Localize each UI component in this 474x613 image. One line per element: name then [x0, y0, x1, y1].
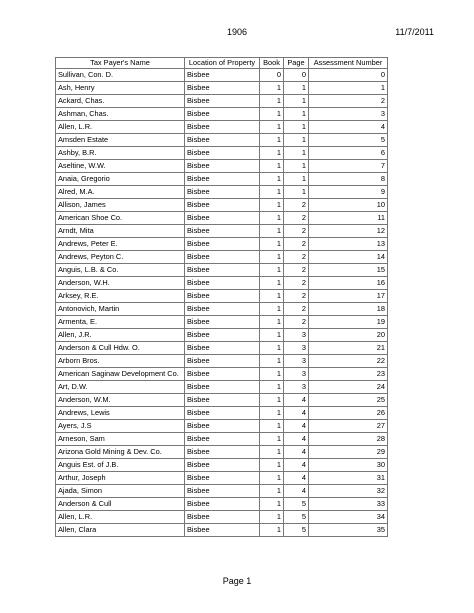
cell-taxpayer-name: Allen, L.R. — [56, 121, 185, 134]
cell-assessment-number: 12 — [309, 225, 388, 238]
table-row — [56, 316, 388, 329]
cell-assessment-number: 22 — [309, 355, 388, 368]
cell-assessment-number: 6 — [309, 147, 388, 160]
cell-page: 1 — [284, 186, 309, 199]
cell-book: 1 — [260, 381, 284, 394]
cell-page: 4 — [284, 472, 309, 485]
cell-page: 1 — [284, 147, 309, 160]
cell-assessment-number: 35 — [309, 524, 388, 537]
table-row — [56, 485, 388, 498]
table-row — [56, 381, 388, 394]
cell-location: Bisbee — [185, 186, 260, 199]
cell-assessment-number: 13 — [309, 238, 388, 251]
cell-taxpayer-name: Anderson & Cull Hdw. O. — [56, 342, 185, 355]
cell-book: 1 — [260, 212, 284, 225]
cell-assessment-number: 18 — [309, 303, 388, 316]
cell-assessment-number: 20 — [309, 329, 388, 342]
cell-page: 1 — [284, 121, 309, 134]
table-row — [56, 524, 388, 537]
cell-assessment-number: 0 — [309, 69, 388, 82]
cell-taxpayer-name: Sullivan, Con. D. — [56, 69, 185, 82]
table-row — [56, 472, 388, 485]
cell-location: Bisbee — [185, 355, 260, 368]
cell-assessment-number: 29 — [309, 446, 388, 459]
cell-book: 1 — [260, 121, 284, 134]
table-header-row — [56, 58, 388, 69]
cell-assessment-number: 7 — [309, 160, 388, 173]
cell-taxpayer-name: Anderson & Cull — [56, 498, 185, 511]
cell-taxpayer-name: Arthur, Joseph — [56, 472, 185, 485]
cell-taxpayer-name: Andrews, Lewis — [56, 407, 185, 420]
cell-page: 2 — [284, 290, 309, 303]
cell-book: 1 — [260, 251, 284, 264]
cell-assessment-number: 9 — [309, 186, 388, 199]
cell-page: 2 — [284, 225, 309, 238]
table-row — [56, 186, 388, 199]
cell-book: 1 — [260, 225, 284, 238]
table-row — [56, 277, 388, 290]
cell-page: 4 — [284, 485, 309, 498]
cell-book: 1 — [260, 186, 284, 199]
cell-book: 1 — [260, 342, 284, 355]
cell-book: 1 — [260, 459, 284, 472]
tax-roll-table — [55, 57, 388, 537]
page-header-date: 11/7/2011 — [395, 27, 434, 37]
cell-page: 4 — [284, 433, 309, 446]
cell-location: Bisbee — [185, 303, 260, 316]
cell-location: Bisbee — [185, 368, 260, 381]
cell-location: Bisbee — [185, 511, 260, 524]
cell-taxpayer-name: American Shoe Co. — [56, 212, 185, 225]
cell-book: 1 — [260, 420, 284, 433]
cell-book: 1 — [260, 108, 284, 121]
cell-location: Bisbee — [185, 420, 260, 433]
table-body — [56, 69, 388, 537]
cell-assessment-number: 30 — [309, 459, 388, 472]
table-row — [56, 121, 388, 134]
cell-book: 1 — [260, 238, 284, 251]
cell-location: Bisbee — [185, 82, 260, 95]
table-row — [56, 368, 388, 381]
cell-taxpayer-name: Arizona Gold Mining & Dev. Co. — [56, 446, 185, 459]
cell-taxpayer-name: Art, D.W. — [56, 381, 185, 394]
cell-assessment-number: 32 — [309, 485, 388, 498]
cell-assessment-number: 27 — [309, 420, 388, 433]
cell-book: 1 — [260, 511, 284, 524]
cell-page: 4 — [284, 446, 309, 459]
table-row — [56, 147, 388, 160]
cell-book: 1 — [260, 394, 284, 407]
cell-location: Bisbee — [185, 147, 260, 160]
cell-assessment-number: 2 — [309, 95, 388, 108]
cell-assessment-number: 33 — [309, 498, 388, 511]
cell-book: 1 — [260, 134, 284, 147]
cell-book: 1 — [260, 316, 284, 329]
cell-assessment-number: 25 — [309, 394, 388, 407]
cell-book: 1 — [260, 368, 284, 381]
cell-taxpayer-name: Anguis Est. of J.B. — [56, 459, 185, 472]
cell-location: Bisbee — [185, 238, 260, 251]
cell-taxpayer-name: Arndt, Mita — [56, 225, 185, 238]
cell-page: 3 — [284, 342, 309, 355]
cell-assessment-number: 5 — [309, 134, 388, 147]
table-row — [56, 394, 388, 407]
column-header-book: Book — [260, 58, 284, 69]
cell-assessment-number: 28 — [309, 433, 388, 446]
page-header-title: 1906 — [226, 27, 248, 37]
cell-taxpayer-name: Allen, Clara — [56, 524, 185, 537]
cell-book: 1 — [260, 173, 284, 186]
cell-taxpayer-name: Arksey, R.E. — [56, 290, 185, 303]
cell-page: 2 — [284, 199, 309, 212]
table-row — [56, 303, 388, 316]
cell-assessment-number: 34 — [309, 511, 388, 524]
cell-location: Bisbee — [185, 485, 260, 498]
cell-book: 1 — [260, 433, 284, 446]
cell-page: 2 — [284, 238, 309, 251]
cell-book: 1 — [260, 199, 284, 212]
cell-page: 3 — [284, 355, 309, 368]
cell-page: 2 — [284, 212, 309, 225]
column-header-location: Location of Property — [185, 58, 260, 69]
cell-book: 1 — [260, 498, 284, 511]
column-header-assessment-number: Assessment Number — [309, 58, 388, 69]
cell-taxpayer-name: Alred, M.A. — [56, 186, 185, 199]
cell-assessment-number: 15 — [309, 264, 388, 277]
table-row — [56, 108, 388, 121]
cell-book: 1 — [260, 355, 284, 368]
table-row — [56, 212, 388, 225]
cell-assessment-number: 8 — [309, 173, 388, 186]
cell-assessment-number: 31 — [309, 472, 388, 485]
table-row — [56, 238, 388, 251]
cell-page: 1 — [284, 160, 309, 173]
cell-book: 1 — [260, 160, 284, 173]
table-row — [56, 82, 388, 95]
cell-page: 5 — [284, 511, 309, 524]
cell-book: 1 — [260, 407, 284, 420]
table-row — [56, 355, 388, 368]
cell-page: 3 — [284, 381, 309, 394]
cell-location: Bisbee — [185, 407, 260, 420]
table-row — [56, 160, 388, 173]
cell-location: Bisbee — [185, 472, 260, 485]
cell-assessment-number: 11 — [309, 212, 388, 225]
cell-assessment-number: 19 — [309, 316, 388, 329]
cell-taxpayer-name: Anderson, W.H. — [56, 277, 185, 290]
cell-page: 2 — [284, 316, 309, 329]
cell-location: Bisbee — [185, 121, 260, 134]
cell-location: Bisbee — [185, 459, 260, 472]
cell-taxpayer-name: Arborn Bros. — [56, 355, 185, 368]
cell-taxpayer-name: Ackard, Chas. — [56, 95, 185, 108]
cell-assessment-number: 10 — [309, 199, 388, 212]
cell-page: 2 — [284, 277, 309, 290]
cell-page: 1 — [284, 108, 309, 121]
table-row — [56, 407, 388, 420]
cell-taxpayer-name: Amsden Estate — [56, 134, 185, 147]
table-row — [56, 95, 388, 108]
cell-assessment-number: 17 — [309, 290, 388, 303]
cell-assessment-number: 21 — [309, 342, 388, 355]
cell-location: Bisbee — [185, 290, 260, 303]
cell-page: 1 — [284, 82, 309, 95]
cell-taxpayer-name: Anaia, Gregorio — [56, 173, 185, 186]
cell-location: Bisbee — [185, 95, 260, 108]
cell-location: Bisbee — [185, 342, 260, 355]
cell-page: 1 — [284, 95, 309, 108]
cell-taxpayer-name: American Saginaw Development Co. — [56, 368, 185, 381]
cell-book: 1 — [260, 147, 284, 160]
cell-assessment-number: 26 — [309, 407, 388, 420]
cell-location: Bisbee — [185, 160, 260, 173]
cell-page: 2 — [284, 251, 309, 264]
cell-taxpayer-name: Allison, James — [56, 199, 185, 212]
cell-book: 1 — [260, 277, 284, 290]
cell-taxpayer-name: Arneson, Sam — [56, 433, 185, 446]
cell-assessment-number: 23 — [309, 368, 388, 381]
cell-assessment-number: 4 — [309, 121, 388, 134]
cell-page: 4 — [284, 407, 309, 420]
page-footer: Page 1 — [222, 576, 252, 586]
table-row — [56, 420, 388, 433]
cell-location: Bisbee — [185, 264, 260, 277]
cell-location: Bisbee — [185, 446, 260, 459]
cell-taxpayer-name: Ashman, Chas. — [56, 108, 185, 121]
cell-page: 1 — [284, 173, 309, 186]
cell-book: 1 — [260, 290, 284, 303]
cell-book: 1 — [260, 329, 284, 342]
cell-book: 1 — [260, 485, 284, 498]
cell-location: Bisbee — [185, 173, 260, 186]
cell-location: Bisbee — [185, 134, 260, 147]
cell-location: Bisbee — [185, 225, 260, 238]
table-row — [56, 446, 388, 459]
cell-taxpayer-name: Andrews, Peter E. — [56, 238, 185, 251]
cell-taxpayer-name: Anderson, W.M. — [56, 394, 185, 407]
cell-book: 1 — [260, 472, 284, 485]
cell-location: Bisbee — [185, 524, 260, 537]
table-row — [56, 134, 388, 147]
cell-taxpayer-name: Anguis, L.B. & Co. — [56, 264, 185, 277]
table-row — [56, 329, 388, 342]
cell-taxpayer-name: Allen, J.R. — [56, 329, 185, 342]
table-row — [56, 498, 388, 511]
table-row — [56, 199, 388, 212]
cell-book: 1 — [260, 95, 284, 108]
cell-book: 1 — [260, 446, 284, 459]
cell-taxpayer-name: Armenta, E. — [56, 316, 185, 329]
table-row — [56, 290, 388, 303]
cell-page: 2 — [284, 303, 309, 316]
cell-location: Bisbee — [185, 277, 260, 290]
cell-assessment-number: 1 — [309, 82, 388, 95]
cell-location: Bisbee — [185, 381, 260, 394]
cell-location: Bisbee — [185, 199, 260, 212]
table-row — [56, 264, 388, 277]
cell-assessment-number: 3 — [309, 108, 388, 121]
cell-page: 4 — [284, 459, 309, 472]
cell-taxpayer-name: Antonovich, Martin — [56, 303, 185, 316]
cell-book: 1 — [260, 82, 284, 95]
cell-taxpayer-name: Aseltine, W.W. — [56, 160, 185, 173]
cell-location: Bisbee — [185, 251, 260, 264]
table-row — [56, 173, 388, 186]
cell-assessment-number: 24 — [309, 381, 388, 394]
cell-taxpayer-name: Allen, L.R. — [56, 511, 185, 524]
cell-location: Bisbee — [185, 329, 260, 342]
cell-page: 4 — [284, 420, 309, 433]
cell-taxpayer-name: Ash, Henry — [56, 82, 185, 95]
cell-page: 0 — [284, 69, 309, 82]
cell-page: 3 — [284, 329, 309, 342]
cell-assessment-number: 16 — [309, 277, 388, 290]
cell-location: Bisbee — [185, 108, 260, 121]
cell-location: Bisbee — [185, 433, 260, 446]
table-row — [56, 459, 388, 472]
table-row — [56, 69, 388, 82]
cell-taxpayer-name: Ajada, Simon — [56, 485, 185, 498]
cell-location: Bisbee — [185, 69, 260, 82]
cell-taxpayer-name: Ashby, B.R. — [56, 147, 185, 160]
table-row — [56, 342, 388, 355]
table-row — [56, 511, 388, 524]
cell-book: 0 — [260, 69, 284, 82]
cell-page: 5 — [284, 498, 309, 511]
cell-page: 3 — [284, 368, 309, 381]
cell-taxpayer-name: Andrews, Peyton C. — [56, 251, 185, 264]
cell-taxpayer-name: Ayers, J.S — [56, 420, 185, 433]
cell-page: 5 — [284, 524, 309, 537]
cell-location: Bisbee — [185, 394, 260, 407]
column-header-page: Page — [284, 58, 309, 69]
cell-book: 1 — [260, 264, 284, 277]
cell-page: 4 — [284, 394, 309, 407]
cell-book: 1 — [260, 524, 284, 537]
cell-location: Bisbee — [185, 498, 260, 511]
column-header-name: Tax Payer's Name — [56, 58, 185, 69]
cell-location: Bisbee — [185, 316, 260, 329]
cell-location: Bisbee — [185, 212, 260, 225]
table-row — [56, 433, 388, 446]
table-row — [56, 251, 388, 264]
cell-page: 2 — [284, 264, 309, 277]
cell-book: 1 — [260, 303, 284, 316]
cell-assessment-number: 14 — [309, 251, 388, 264]
cell-page: 1 — [284, 134, 309, 147]
table-row — [56, 225, 388, 238]
